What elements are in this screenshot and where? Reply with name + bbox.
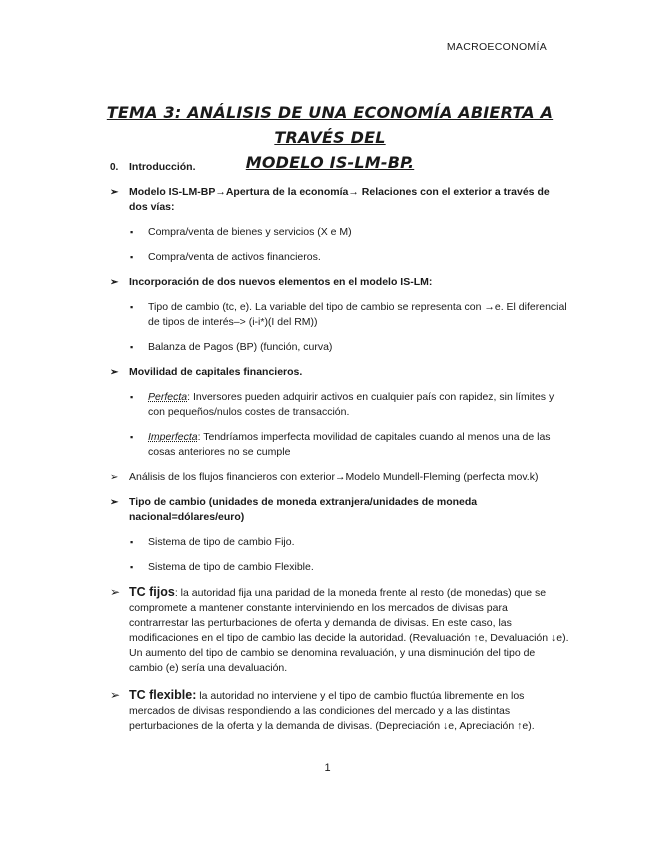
sub-item-bienes — [110, 225, 570, 240]
sub-item-text: Tipo de cambio (tc, e). La variable del tipo de cambio se representa con →e. El diferencial de tipos de interés–> (i-i*)(I del RM)) — [148, 301, 567, 328]
square-bullet-icon: ▪ — [130, 252, 134, 262]
sub-item-perfecta — [110, 390, 570, 420]
square-bullet-icon: ▪ — [130, 392, 134, 402]
sub-item-imperfecta — [110, 430, 570, 460]
arrow-bullet-icon: ➢ — [110, 367, 119, 378]
title-line-2: MODELO IS-LM-BP. — [245, 153, 415, 172]
list-item-movilidad — [110, 365, 570, 380]
term-perfecta: Perfecta — [148, 391, 188, 403]
square-bullet-icon: ▪ — [130, 432, 134, 442]
square-bullet-icon: ▪ — [130, 342, 134, 352]
sub-item-balanza — [110, 340, 570, 355]
list-item-text: la autoridad no interviene y el tipo de cambio fluctúa libremente en los mercados de divisas respondiendo a las condiciones del mercado y a las distintas perturbaciones de la oferta y la demanda de divisas. (Depreciación ↓e, Apreciación ↑e). — [129, 690, 535, 732]
lead-tc-fijos: TC fijos — [129, 585, 175, 599]
sub-item-activos — [110, 250, 570, 265]
list-item-text: Incorporación de dos nuevos elementos en el modelo IS-LM: — [129, 276, 433, 288]
document-body — [110, 160, 570, 734]
list-item-text: Modelo IS-LM-BP→Apertura de la economía→ Relaciones con el exterior a través de dos vías: — [129, 186, 550, 213]
square-bullet-icon: ▪ — [130, 302, 134, 312]
list-item-incorporacion — [110, 275, 570, 290]
list-item-flujos — [110, 470, 570, 485]
square-bullet-icon: ▪ — [130, 562, 134, 572]
sub-item-text: Sistema de tipo de cambio Flexible. — [148, 561, 314, 573]
square-bullet-icon: ▪ — [130, 227, 134, 237]
section-label: Introducción. — [129, 161, 196, 173]
sub-item-text: Compra/venta de activos financieros. — [148, 251, 321, 263]
list-item-text: : la autoridad fija una paridad de la moneda frente al resto (de monedas) que se compromete a mantener constante interviniendo en los mercados de divisas para contrarrestar las perturbaciones de oferta y demanda de divisas. En este caso, las modificaciones en el tipo de cambio las decide la autoridad. (Revaluación ↑e, Devaluación ↓e). Un aumento del tipo de cambio se denomina revaluación, y una disminución del tipo de cambio (e) sería una devaluación. — [129, 587, 569, 674]
sub-item-tipo-cambio — [110, 300, 570, 330]
lead-tc-flexible: TC flexible: — [129, 688, 197, 702]
running-header: MACROECONOMÍA — [446, 41, 547, 53]
sub-item-text: : Inversores pueden adquirir activos en cualquier país con rapidez, sin límites y con pequeños/nulos costes de transacción. — [148, 391, 555, 418]
arrow-bullet-icon: ➢ — [110, 497, 119, 508]
arrow-bullet-icon: ➢ — [110, 688, 121, 702]
list-item-text: Análisis de los flujos financieros con exterior→Modelo Mundell-Fleming (perfecta mov.k) — [129, 471, 539, 483]
list-item-text: Movilidad de capitales financieros. — [129, 366, 303, 378]
list-item-modelo — [110, 185, 570, 215]
list-item-tc-fijos — [110, 585, 570, 676]
sub-item-text: : Tendríamos imperfecta movilidad de capitales cuando al menos una de las cosas anteriores no se cumple — [148, 431, 551, 458]
sub-item-fijo — [110, 535, 570, 550]
sub-item-text: Sistema de tipo de cambio Fijo. — [148, 536, 295, 548]
arrow-bullet-icon: ➢ — [110, 585, 121, 599]
sub-item-text: Balanza de Pagos (BP) (función, curva) — [148, 341, 333, 353]
arrow-bullet-icon: ➢ — [110, 472, 119, 483]
square-bullet-icon: ▪ — [130, 537, 134, 547]
page-number: 1 — [324, 762, 331, 774]
section-heading — [110, 160, 570, 175]
arrow-bullet-icon: ➢ — [110, 277, 119, 288]
list-item-text: Tipo de cambio (unidades de moneda extranjera/unidades de moneda nacional=dólares/euro) — [129, 496, 478, 523]
sub-item-text: Compra/venta de bienes y servicios (X e M) — [148, 226, 352, 238]
term-imperfecta: Imperfecta — [148, 431, 198, 443]
section-number: 0. — [110, 162, 119, 173]
list-item-tipo-cambio — [110, 495, 570, 525]
sub-item-flexible — [110, 560, 570, 575]
list-item-tc-flexible — [110, 688, 570, 734]
arrow-bullet-icon: ➢ — [110, 187, 119, 198]
title-line-1: TEMA 3: ANÁLISIS DE UNA ECONOMÍA ABIERTA A TRAVÉS DEL — [106, 103, 554, 147]
